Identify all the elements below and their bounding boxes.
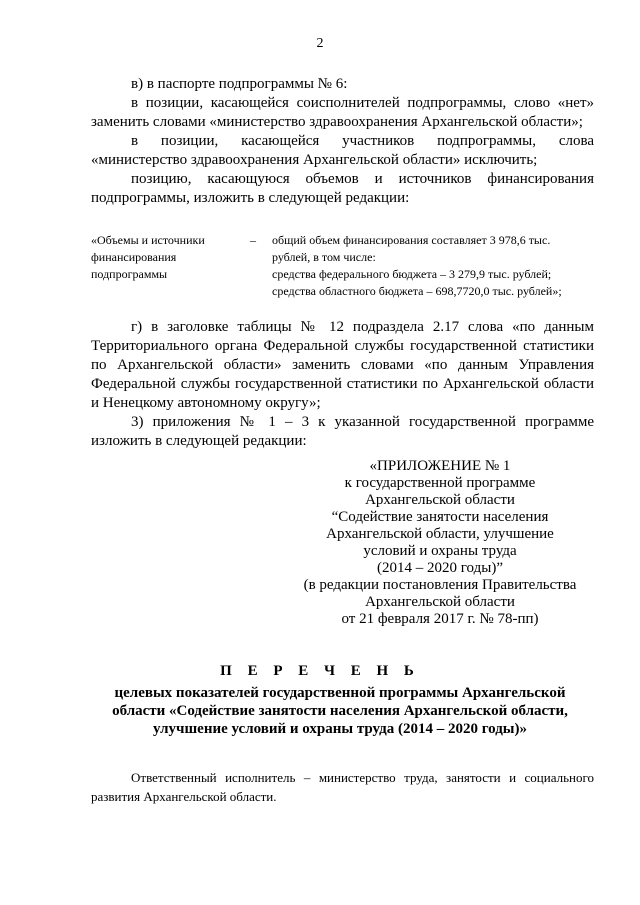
annex-header (300, 458, 580, 628)
list-subheading-line: улучшение условий и охраны труда (2014 – 2020 годы)» (153, 721, 527, 737)
passport-dash: – (250, 233, 256, 247)
passport-value-line: рублей, в том числе: (272, 250, 376, 264)
annex-line: Архангельской области (365, 594, 515, 610)
passport-label-line: «Объемы и источники (91, 233, 205, 247)
annex-line: Архангельской области (365, 492, 515, 508)
passport-label (91, 232, 241, 283)
passport-value-line: средства федерального бюджета – 3 279,9 тыс. рублей; (272, 267, 552, 281)
annex-line: от 21 февраля 2017 г. № 78-пп) (341, 611, 539, 627)
list-subheading-line: области «Содействие занятости населения Архангельской области, (112, 703, 568, 719)
responsible-executor: Ответственный исполнитель – министерство труда, занятости и социального развития Архангельской области. (91, 770, 594, 804)
section-g-paragraph: г) в заголовке таблицы № 12 подраздела 2.17 слова «по данным Территориального органа Федеральной службы государственной статистики по Архангельской области» заменить словами «по данным Управления Федеральной службы государственной статистики по Архангельской области и Ненецкому автономному округу»; (91, 319, 594, 411)
annex-line: к государственной программе (344, 475, 536, 491)
section-3-paragraph: 3) приложения № 1 – 3 к указанной государственной программе изложить в следующей редакции: (91, 414, 594, 449)
annex-line: (2014 – 2020 годы)” (377, 560, 503, 576)
section-v-intro: в) в паспорте подпрограммы № 6: (131, 76, 348, 92)
passport-value (272, 232, 602, 300)
annex-line: (в редакции постановления Правительства (303, 577, 577, 593)
page-number: 2 (316, 36, 324, 51)
section-v-paragraph-3: позицию, касающуюся объемов и источников финансирования подпрограммы, изложить в следующей редакции: (91, 171, 594, 206)
section-g (91, 318, 594, 451)
annex-line: Архангельской области, улучшение (326, 526, 554, 542)
annex-line: «ПРИЛОЖЕНИЕ № 1 (369, 458, 511, 474)
annex-line: условий и охраны труда (363, 543, 517, 559)
passport-value-line: общий объем финансирования составляет 3 978,6 тыс. (272, 233, 551, 247)
list-subheading-line: целевых показателей государственной программы Архангельской (114, 685, 566, 701)
section-v-paragraph-2: в позиции, касающейся участников подпрограммы, слова «министерство здравоохранения Архангельской области» исключить; (91, 133, 594, 168)
annex-line: “Содействие занятости населения (331, 509, 549, 525)
passport-label-line: подпрограммы (91, 267, 168, 281)
passport-value-line: средства областного бюджета – 698,7720,0 тыс. рублей»; (272, 284, 562, 298)
passport-label-line: финансирования (91, 250, 177, 264)
list-heading: П Е Р Е Ч Е Н Ь (220, 663, 420, 679)
list-subheading (105, 684, 575, 738)
section-v-paragraph-1: в позиции, касающейся соисполнителей подпрограммы, слово «нет» заменить словами «министерство здравоохранения Архангельской области»; (91, 95, 594, 130)
section-v (91, 75, 594, 208)
